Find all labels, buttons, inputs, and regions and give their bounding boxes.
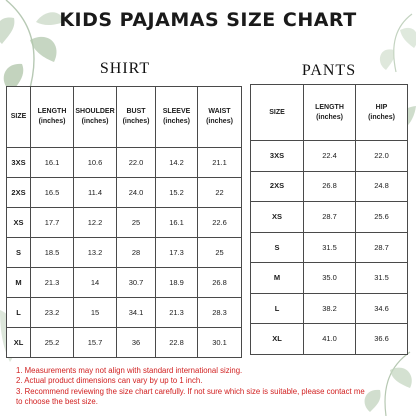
table-cell: 21.1	[198, 148, 242, 178]
shirt-column-header: SHOULDER (inches)	[74, 87, 117, 148]
table-cell: 21.3	[31, 268, 74, 298]
table-cell: 25.6	[356, 202, 408, 233]
size-cell: XL	[7, 328, 31, 358]
table-cell: 22.4	[304, 141, 356, 172]
table-cell: 26.8	[198, 268, 242, 298]
table-cell: 21.3	[156, 298, 198, 328]
shirt-column-header: WAIST (inches)	[198, 87, 242, 148]
table-cell: 18.9	[156, 268, 198, 298]
table-cell: 22.8	[156, 328, 198, 358]
size-cell: S	[251, 232, 304, 263]
shirt-column-header: SLEEVE (inches)	[156, 87, 198, 148]
table-cell: 17.3	[156, 238, 198, 268]
size-cell: XS	[251, 202, 304, 233]
shirt-section-title: SHIRT	[99, 60, 151, 77]
table-cell: 10.6	[74, 148, 117, 178]
table-cell: 15.2	[156, 178, 198, 208]
table-row	[7, 178, 242, 208]
table-row	[251, 141, 408, 172]
size-cell: XS	[7, 208, 31, 238]
table-cell: 17.7	[31, 208, 74, 238]
table-cell: 18.5	[31, 238, 74, 268]
table-cell: 25	[117, 208, 156, 238]
table-cell: 16.1	[31, 148, 74, 178]
note-line: 2. Actual product dimensions can vary by up to 1 inch.	[16, 376, 203, 386]
table-row	[7, 298, 242, 328]
table-cell: 15.7	[74, 328, 117, 358]
note-line: 1. Measurements may not align with standard international sizing.	[16, 366, 243, 375]
shirt-header-row	[7, 87, 242, 148]
table-cell: 25	[198, 238, 242, 268]
table-cell: 30.7	[117, 268, 156, 298]
table-cell: 28.3	[198, 298, 242, 328]
table-cell: 25.2	[31, 328, 74, 358]
pants-column-header: HIP (inches)	[356, 85, 408, 141]
table-cell: 12.2	[74, 208, 117, 238]
size-cell: 3XS	[251, 141, 304, 172]
size-cell: M	[251, 263, 304, 294]
table-cell: 31.5	[304, 232, 356, 263]
note-line: 3. Recommend reviewing the size chart carefully. If not sure which size is suitable, please contact me	[16, 386, 365, 396]
table-cell: 24.8	[356, 171, 408, 202]
size-cell: 2XS	[7, 178, 31, 208]
size-cell: S	[7, 238, 31, 268]
table-cell: 11.4	[74, 178, 117, 208]
table-cell: 28	[117, 238, 156, 268]
page-title: KIDS PAJAMAS SIZE CHART	[59, 9, 357, 31]
table-row	[251, 293, 408, 324]
table-cell: 36	[117, 328, 156, 358]
table-cell: 16.1	[156, 208, 198, 238]
pants-size-table	[250, 84, 408, 355]
table-row	[7, 208, 242, 238]
table-cell: 23.2	[31, 298, 74, 328]
table-cell: 41.0	[304, 324, 356, 355]
notes-block	[16, 366, 408, 408]
table-row	[7, 328, 242, 358]
table-row	[251, 232, 408, 263]
table-row	[7, 148, 242, 178]
shirt-column-header: BUST (inches)	[117, 87, 156, 148]
table-cell: 13.2	[74, 238, 117, 268]
table-row	[7, 268, 242, 298]
shirt-size-table	[6, 86, 242, 358]
table-cell: 14	[74, 268, 117, 298]
pants-column-header: SIZE	[251, 85, 304, 141]
table-cell: 14.2	[156, 148, 198, 178]
table-row	[251, 202, 408, 233]
pants-column-header: LENGTH (inches)	[304, 85, 356, 141]
table-cell: 28.7	[356, 232, 408, 263]
shirt-column-header: LENGTH (inches)	[31, 87, 74, 148]
table-cell: 34.1	[117, 298, 156, 328]
table-cell: 28.7	[304, 202, 356, 233]
shirt-column-header: SIZE	[7, 87, 31, 148]
size-cell: L	[251, 293, 304, 324]
table-cell: 34.6	[356, 293, 408, 324]
table-cell: 22.0	[356, 141, 408, 172]
size-cell: XL	[251, 324, 304, 355]
table-cell: 15	[74, 298, 117, 328]
table-cell: 36.6	[356, 324, 408, 355]
table-row	[7, 238, 242, 268]
table-cell: 24.0	[117, 178, 156, 208]
table-cell: 16.5	[31, 178, 74, 208]
table-cell: 22.0	[117, 148, 156, 178]
table-cell: 31.5	[356, 263, 408, 294]
table-row	[251, 263, 408, 294]
pants-header-row	[251, 85, 408, 141]
table-row	[251, 324, 408, 355]
note-line: to choose the best size.	[16, 397, 98, 407]
table-cell: 26.8	[304, 171, 356, 202]
table-cell: 30.1	[198, 328, 242, 358]
size-cell: L	[7, 298, 31, 328]
table-row	[251, 171, 408, 202]
pants-section-title: PANTS	[301, 62, 357, 79]
size-cell: 2XS	[251, 171, 304, 202]
size-cell: 3XS	[7, 148, 31, 178]
size-cell: M	[7, 268, 31, 298]
table-cell: 22	[198, 178, 242, 208]
table-cell: 38.2	[304, 293, 356, 324]
table-cell: 35.0	[304, 263, 356, 294]
table-cell: 22.6	[198, 208, 242, 238]
